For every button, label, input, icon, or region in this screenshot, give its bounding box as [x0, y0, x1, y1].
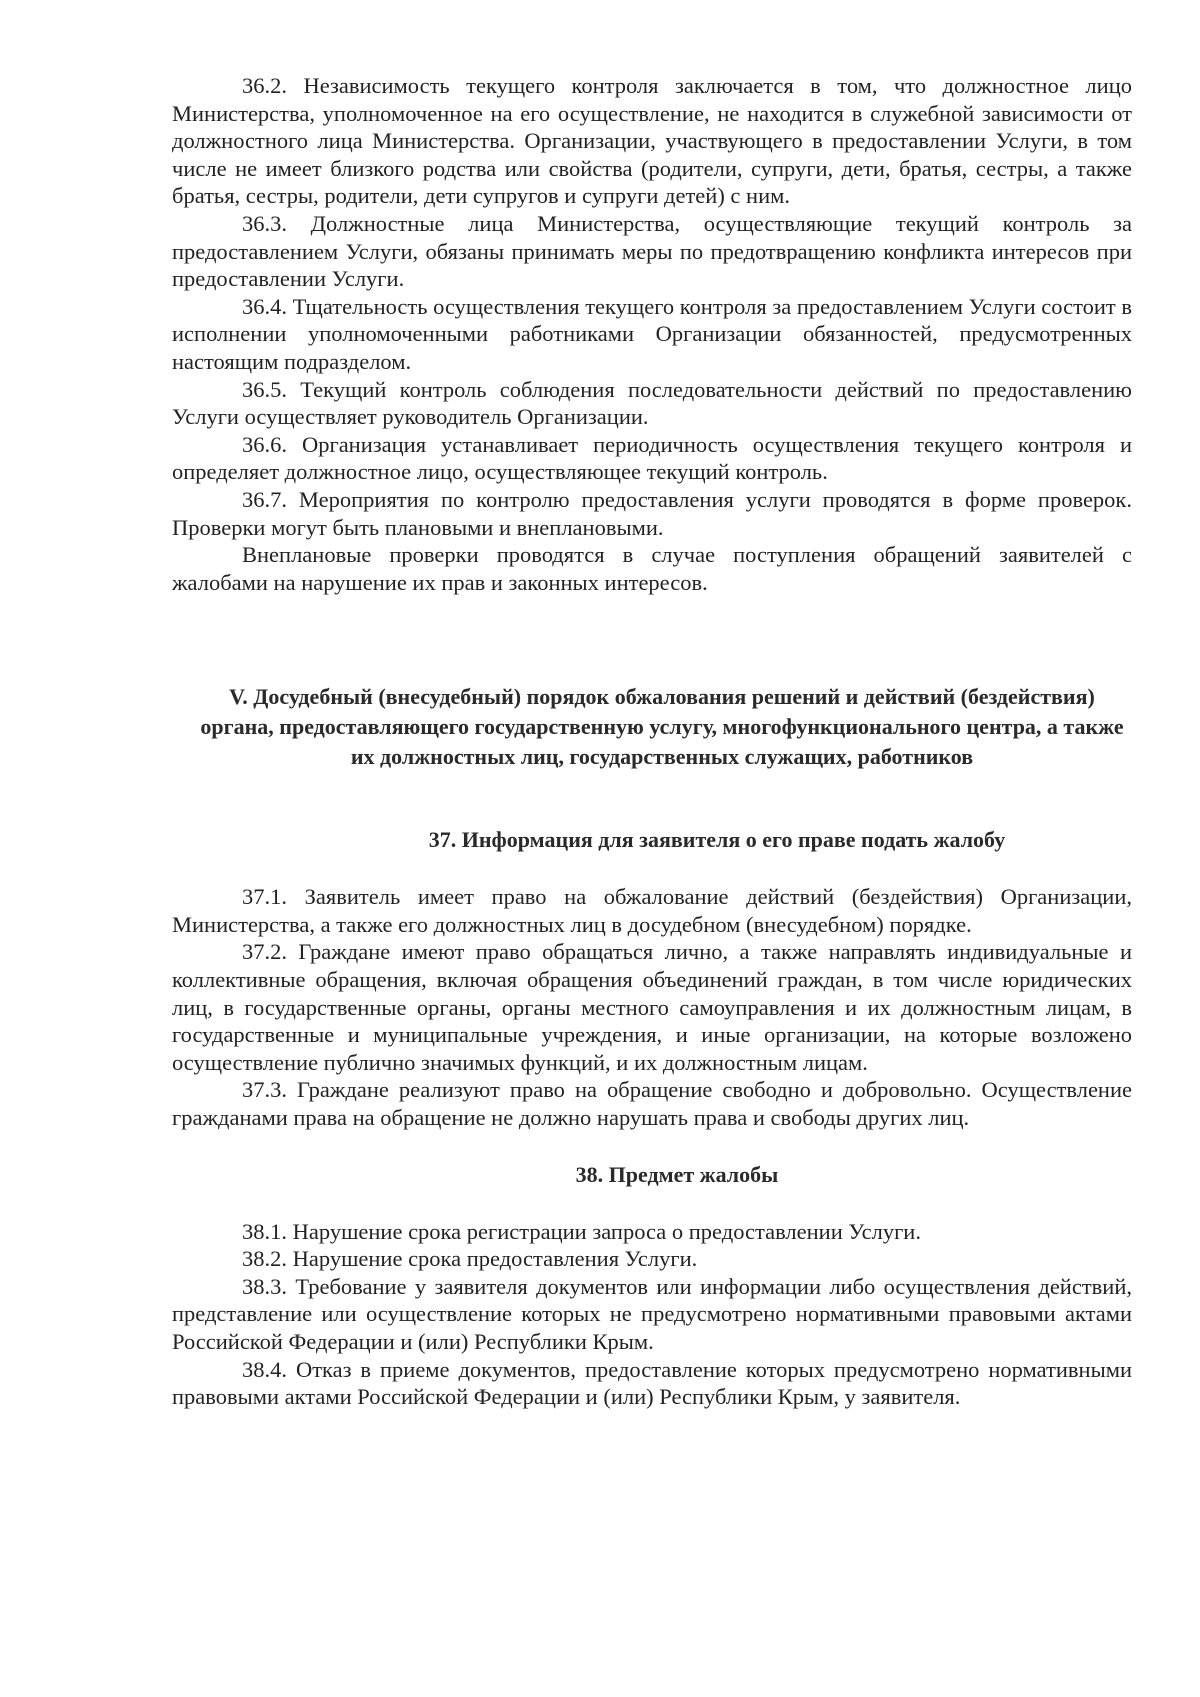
- paragraph-36-unplanned: Внеплановые проверки проводятся в случае поступления обращений заявителей с жалобами на нарушение их прав и законных интересов.: [172, 542, 1132, 595]
- paragraph-36-5: 36.5. Текущий контроль соблюдения последовательности действий по предоставлению Услуги осуществляет руководитель Организации.: [172, 376, 1132, 430]
- paragraph-36-2: 36.2. Независимость текущего контроля заключается в том, что должностное лицо Министерства, уполномоченное на его осуществление, не находится в служебной зависимости от должностного лица Министерства. Организации, участвующего в предоставлении Услуги, в том числе не имеет близкого родства или свойства (родители, супруги, дети, братья, сестры, а также братья, сестры, родители, дети супругов и супруги детей) с ним.: [172, 73, 1132, 209]
- section-37-title: 37. Информация для заявителя о его праве подать жалобу: [428, 827, 1006, 853]
- paragraph-36-4: 36.4. Тщательность осуществления текущего контроля за предоставлением Услуги состоит в исполнении уполномоченными работниками Организации обязанностей, предусмотренных настоящим подразделом.: [172, 293, 1132, 374]
- paragraph-38-1: 38.1. Нарушение срока регистрации запроса о предоставлении Услуги.: [242, 1218, 921, 1244]
- paragraph-37-2: 37.2. Граждане имеют право обращаться лично, а также направлять индивидуальные и коллективные обращения, включая обращения объединений граждан, в том числе юридических лиц, в государственные органы, органы местного самоуправления и их должностным лицам, в государственные и муниципальные учреждения, и иные организации, на которые возложено осуществление публично значимых функций, и их должностным лицам.: [172, 939, 1132, 1075]
- section-38-title: 38. Предмет жалобы: [575, 1161, 779, 1187]
- paragraph-37-1: 37.1. Заявитель имеет право на обжалование действий (бездействия) Организации, Министерства, а также его должностных лиц в досудебном (внесудебном) порядке.: [172, 884, 1132, 937]
- document-page: [172, 72, 1132, 1411]
- paragraph-37-3: 37.3. Граждане реализуют право на обращение свободно и добровольно. Осуществление гражданами права на обращение не должно нарушать права и свободы других лиц.: [172, 1077, 1132, 1131]
- paragraph-36-3: 36.3. Должностные лица Министерства, осуществляющие текущий контроль за предоставлением Услуги, обязаны принимать меры по предотвращению конфликта интересов при предоставлении Услуги.: [172, 210, 1132, 292]
- paragraph-38-2: 38.2. Нарушение срока предоставления Услуги.: [242, 1246, 698, 1272]
- paragraph-38-4: 38.4. Отказ в приеме документов, предоставление которых предусмотрено нормативными правовыми актами Российской Федерации и (или) Республики Крым, у заявителя.: [172, 1356, 1132, 1410]
- chapter-5-title: V. Досудебный (внесудебный) порядок обжалования решений и действий (бездействия) органа, предоставляющего государственную услугу, многофункционального центра, а также их должностных лиц, государственных служащих, работников: [200, 684, 1124, 770]
- paragraph-36-7: 36.7. Мероприятия по контролю предоставления услуги проводятся в форме проверок. Проверки могут быть плановыми и внеплановыми.: [172, 486, 1132, 540]
- paragraph-36-6: 36.6. Организация устанавливает периодичность осуществления текущего контроля и определяет должностное лицо, осуществляющее текущий контроль.: [172, 431, 1132, 485]
- paragraph-38-3: 38.3. Требование у заявителя документов или информации либо осуществления действий, представление или осуществление которых не предусмотрено нормативными правовыми актами Российской Федерации и (или) Республики Крым.: [172, 1273, 1132, 1354]
